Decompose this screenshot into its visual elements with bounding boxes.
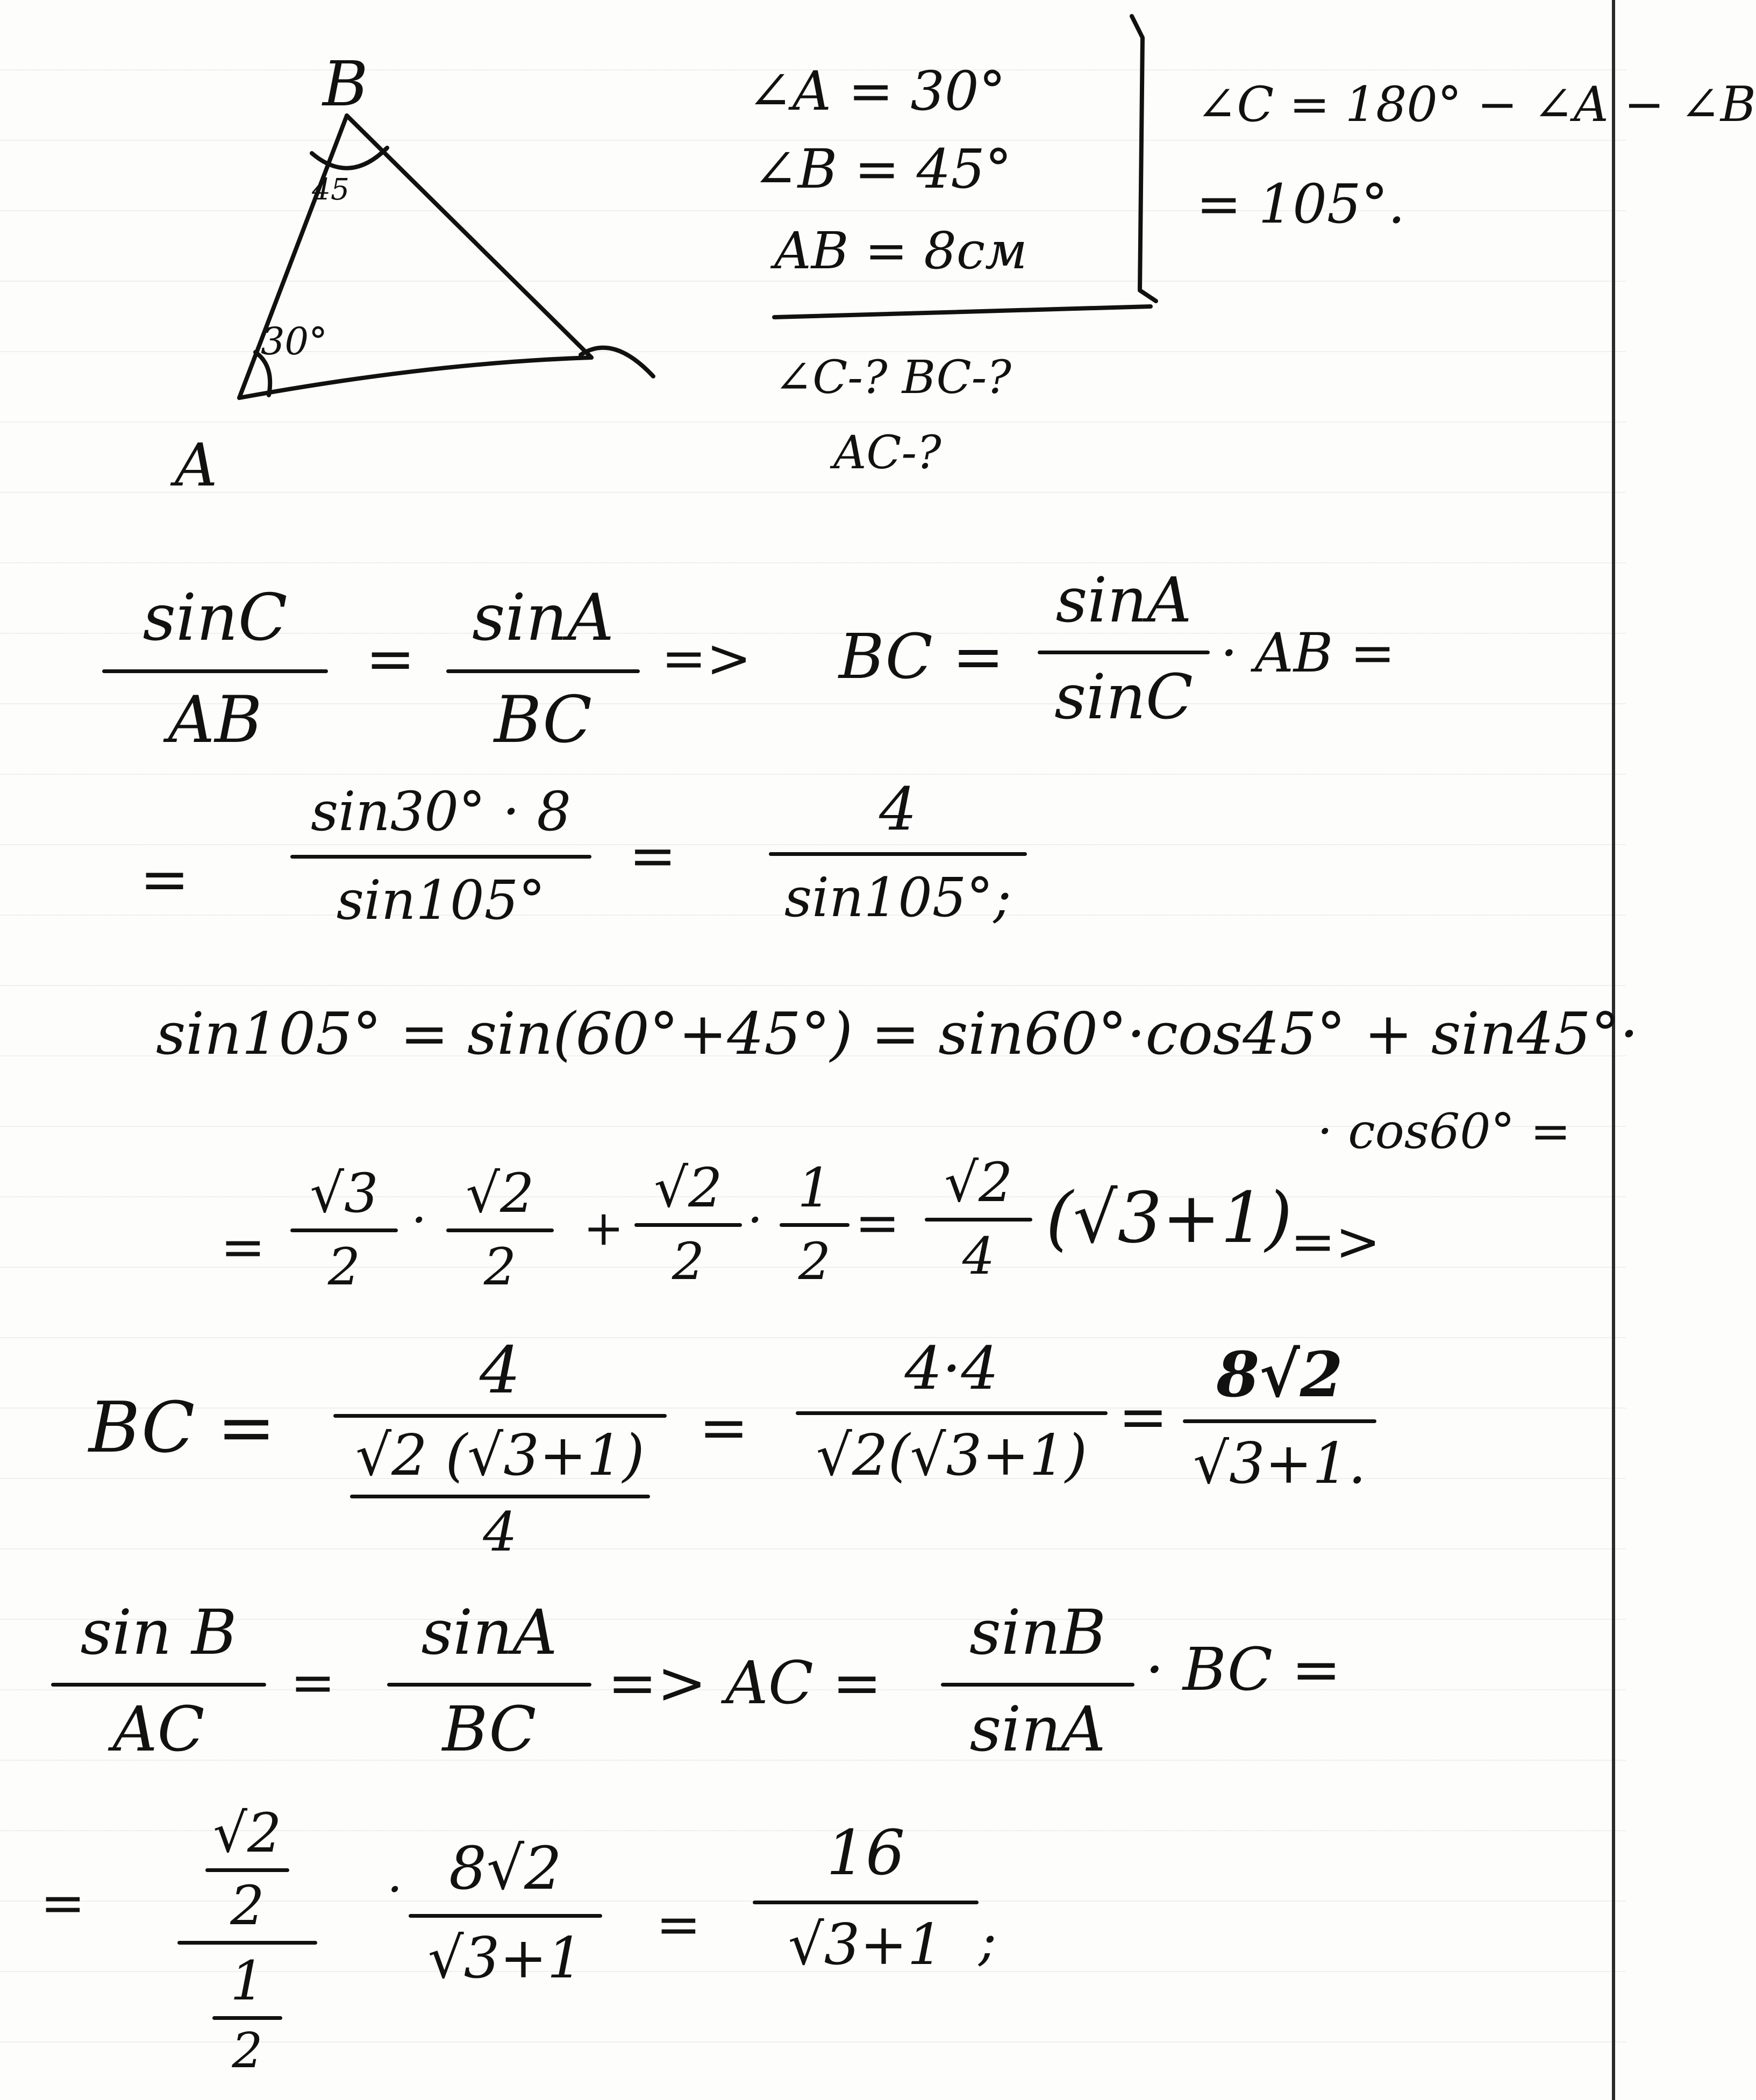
equals-sign-9: =	[40, 1872, 85, 1934]
equals-sign-3: =	[629, 823, 676, 889]
equals-sign-2: =	[140, 845, 190, 913]
semicolon: ;	[979, 1909, 997, 1972]
fraction-sqrt2-4: √2 4	[925, 1156, 1032, 1296]
angle-c-result: = 105°.	[1196, 173, 1405, 235]
triangle-side-ac	[239, 358, 591, 398]
fraction-sin30-8: sin30° · 8 sin105°	[290, 785, 591, 946]
fraction-1-2: 1 2	[780, 1161, 850, 1301]
sin105-expansion-cont: · cos60° =	[1317, 1103, 1571, 1160]
find-line-2: AC-?	[833, 426, 941, 480]
equals-sign: =	[366, 624, 416, 693]
equals-sign-8: =	[290, 1651, 336, 1714]
given-angle-b: ∠B = 45°	[753, 138, 1012, 201]
equals-sign-5: =	[855, 1191, 900, 1254]
complex-fraction-sin-ratio: √2 2 1 2	[177, 1806, 317, 2086]
bc-result-label: BC =	[89, 1387, 276, 1468]
fraction-sinc-ab: sinC AB	[102, 586, 328, 763]
vertex-a-label: A	[175, 431, 218, 499]
fraction-sqrt2-2-a: √2 2	[446, 1167, 554, 1306]
times-dot-3: ·	[387, 1861, 403, 1918]
fraction-sina-bc-2: sinA BC	[387, 1602, 591, 1774]
sin105-expansion: sin105° = sin(60°+45°) = sin60°·cos45° + sin45°·	[156, 1001, 1639, 1068]
fraction-16-over: 4·4 √2(√3+1)	[796, 1339, 1108, 1500]
angle-a-label: 30°	[261, 319, 328, 363]
complex-fraction-bc: 4 √2 (√3+1) 4	[333, 1339, 667, 1570]
fraction-8sqrt2: 8√2 √3+1.	[1183, 1344, 1376, 1505]
given-side-ab: AB = 8см	[774, 222, 1027, 281]
fraction-8sqrt2-2: 8√2 √3+1	[409, 1839, 602, 2011]
equals-sign-7: =	[1118, 1382, 1168, 1451]
sqrt3-plus-1: (√3+1)	[1046, 1177, 1293, 1259]
fraction-16-result: 16 √3+1	[753, 1823, 979, 1995]
vertex-b-label: B	[323, 48, 368, 120]
fraction-sqrt3-2: √3 2	[290, 1167, 398, 1306]
given-angle-a: ∠A = 30°	[747, 60, 1006, 123]
ac-label: => AC =	[608, 1648, 882, 1717]
fraction-sina-sinc: sinA sinC	[1038, 570, 1210, 747]
fraction-sina-bc: sinA BC	[446, 586, 640, 763]
find-line-1: ∠C-? BC-?	[774, 351, 1011, 404]
implies-arrow-2: =>	[1290, 1210, 1381, 1273]
times-bc: · BC =	[1145, 1635, 1341, 1704]
times-dot-2: ·	[747, 1192, 763, 1248]
equals-sign-10: =	[656, 1893, 701, 1956]
angle-c-formula: ∠C = 180° − ∠A − ∠B	[1196, 76, 1756, 133]
bc-label: BC =	[839, 621, 1004, 693]
times-ab: · AB =	[1220, 622, 1395, 684]
angle-b-label: 45	[312, 172, 349, 206]
times-dot: ·	[411, 1192, 427, 1248]
plus-sign: +	[583, 1200, 624, 1256]
equals-sign-6: =	[699, 1393, 749, 1462]
fraction-sqrt2-2-b: √2 2	[634, 1161, 742, 1301]
fraction-sinb-sina: sinB sinA	[941, 1602, 1134, 1774]
equals-sign-4: =	[220, 1216, 266, 1278]
angle-b-arc	[312, 148, 387, 168]
fraction-4-sin105: 4 sin105°;	[769, 780, 1027, 941]
implies-arrow: =>	[661, 627, 752, 690]
fraction-sinb-ac: sin B AC	[51, 1602, 266, 1774]
